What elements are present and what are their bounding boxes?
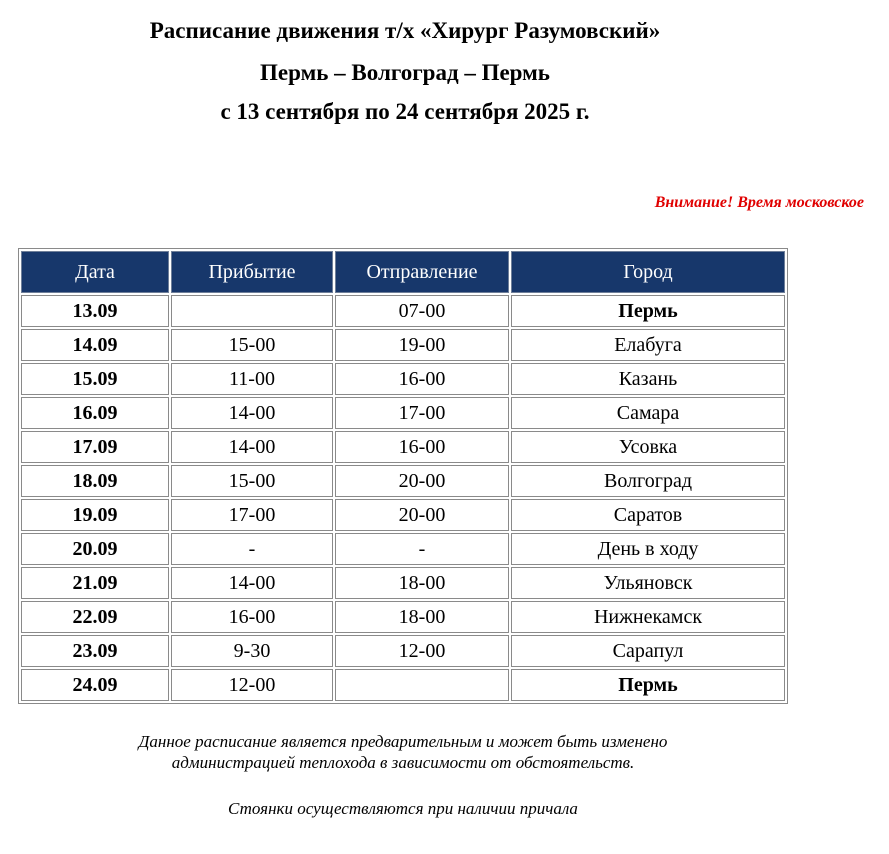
departure-cell	[335, 669, 509, 701]
table-row	[21, 499, 785, 531]
arrival-cell: 15-00	[171, 329, 333, 361]
route-title: Пермь – Волгоград – Пермь	[260, 60, 550, 85]
table-row	[21, 397, 785, 429]
departure-cell: 07-00	[335, 295, 509, 327]
city-cell: Усовка	[511, 431, 785, 463]
date-range-title: с 13 сентября по 24 сентября 2025 г.	[220, 99, 590, 124]
date-cell: 24.09	[21, 669, 169, 701]
city-cell: Пермь	[511, 669, 785, 701]
city-cell: Елабуга	[511, 329, 785, 361]
city-cell: Самара	[511, 397, 785, 429]
preliminary-schedule-note	[0, 731, 806, 773]
date-cell: 17.09	[21, 431, 169, 463]
schedule-table	[18, 248, 788, 704]
city-cell: День в ходу	[511, 533, 785, 565]
departure-cell: 20-00	[335, 465, 509, 497]
date-cell: 13.09	[21, 295, 169, 327]
mooring-note: Стоянки осуществляются при наличии причала	[228, 799, 578, 818]
date-cell: 19.09	[21, 499, 169, 531]
column-header-departure: Отправление	[335, 251, 509, 293]
departure-cell: 16-00	[335, 431, 509, 463]
city-cell: Сарапул	[511, 635, 785, 667]
arrival-cell: 14-00	[171, 431, 333, 463]
table-row	[21, 329, 785, 361]
note-line-2: администрацией теплохода в зависимости от обстоятельств.	[171, 753, 635, 772]
departure-cell: 19-00	[335, 329, 509, 361]
arrival-cell: 17-00	[171, 499, 333, 531]
departure-cell: 12-00	[335, 635, 509, 667]
city-cell: Волгоград	[511, 465, 785, 497]
city-cell: Саратов	[511, 499, 785, 531]
arrival-cell: 9-30	[171, 635, 333, 667]
departure-cell: -	[335, 533, 509, 565]
date-cell: 21.09	[21, 567, 169, 599]
departure-cell: 20-00	[335, 499, 509, 531]
column-header-arrival: Прибытие	[171, 251, 333, 293]
arrival-cell	[171, 295, 333, 327]
arrival-cell: -	[171, 533, 333, 565]
departure-cell: 17-00	[335, 397, 509, 429]
city-cell: Казань	[511, 363, 785, 395]
table-row	[21, 669, 785, 701]
departure-cell: 16-00	[335, 363, 509, 395]
arrival-cell: 14-00	[171, 567, 333, 599]
date-cell: 22.09	[21, 601, 169, 633]
table-row	[21, 431, 785, 463]
date-cell: 15.09	[21, 363, 169, 395]
arrival-cell: 15-00	[171, 465, 333, 497]
departure-cell: 18-00	[335, 601, 509, 633]
date-cell: 14.09	[21, 329, 169, 361]
city-cell: Пермь	[511, 295, 785, 327]
moscow-time-warning: Внимание! Время московское	[654, 194, 864, 211]
table-row	[21, 295, 785, 327]
table-row	[21, 465, 785, 497]
city-cell: Нижнекамск	[511, 601, 785, 633]
table-row	[21, 533, 785, 565]
arrival-cell: 14-00	[171, 397, 333, 429]
date-cell: 18.09	[21, 465, 169, 497]
table-row	[21, 567, 785, 599]
city-cell: Ульяновск	[511, 567, 785, 599]
table-row	[21, 635, 785, 667]
date-cell: 23.09	[21, 635, 169, 667]
arrival-cell: 16-00	[171, 601, 333, 633]
departure-cell: 18-00	[335, 567, 509, 599]
column-header-date: Дата	[21, 251, 169, 293]
date-cell: 16.09	[21, 397, 169, 429]
note-line-1: Данное расписание является предварительным и может быть изменено	[138, 732, 668, 751]
arrival-cell: 12-00	[171, 669, 333, 701]
schedule-title: Расписание движения т/х «Хирург Разумовский»	[149, 18, 661, 43]
column-header-city: Город	[511, 251, 785, 293]
table-row	[21, 601, 785, 633]
date-cell: 20.09	[21, 533, 169, 565]
arrival-cell: 11-00	[171, 363, 333, 395]
table-header-row	[21, 251, 785, 293]
table-row	[21, 363, 785, 395]
